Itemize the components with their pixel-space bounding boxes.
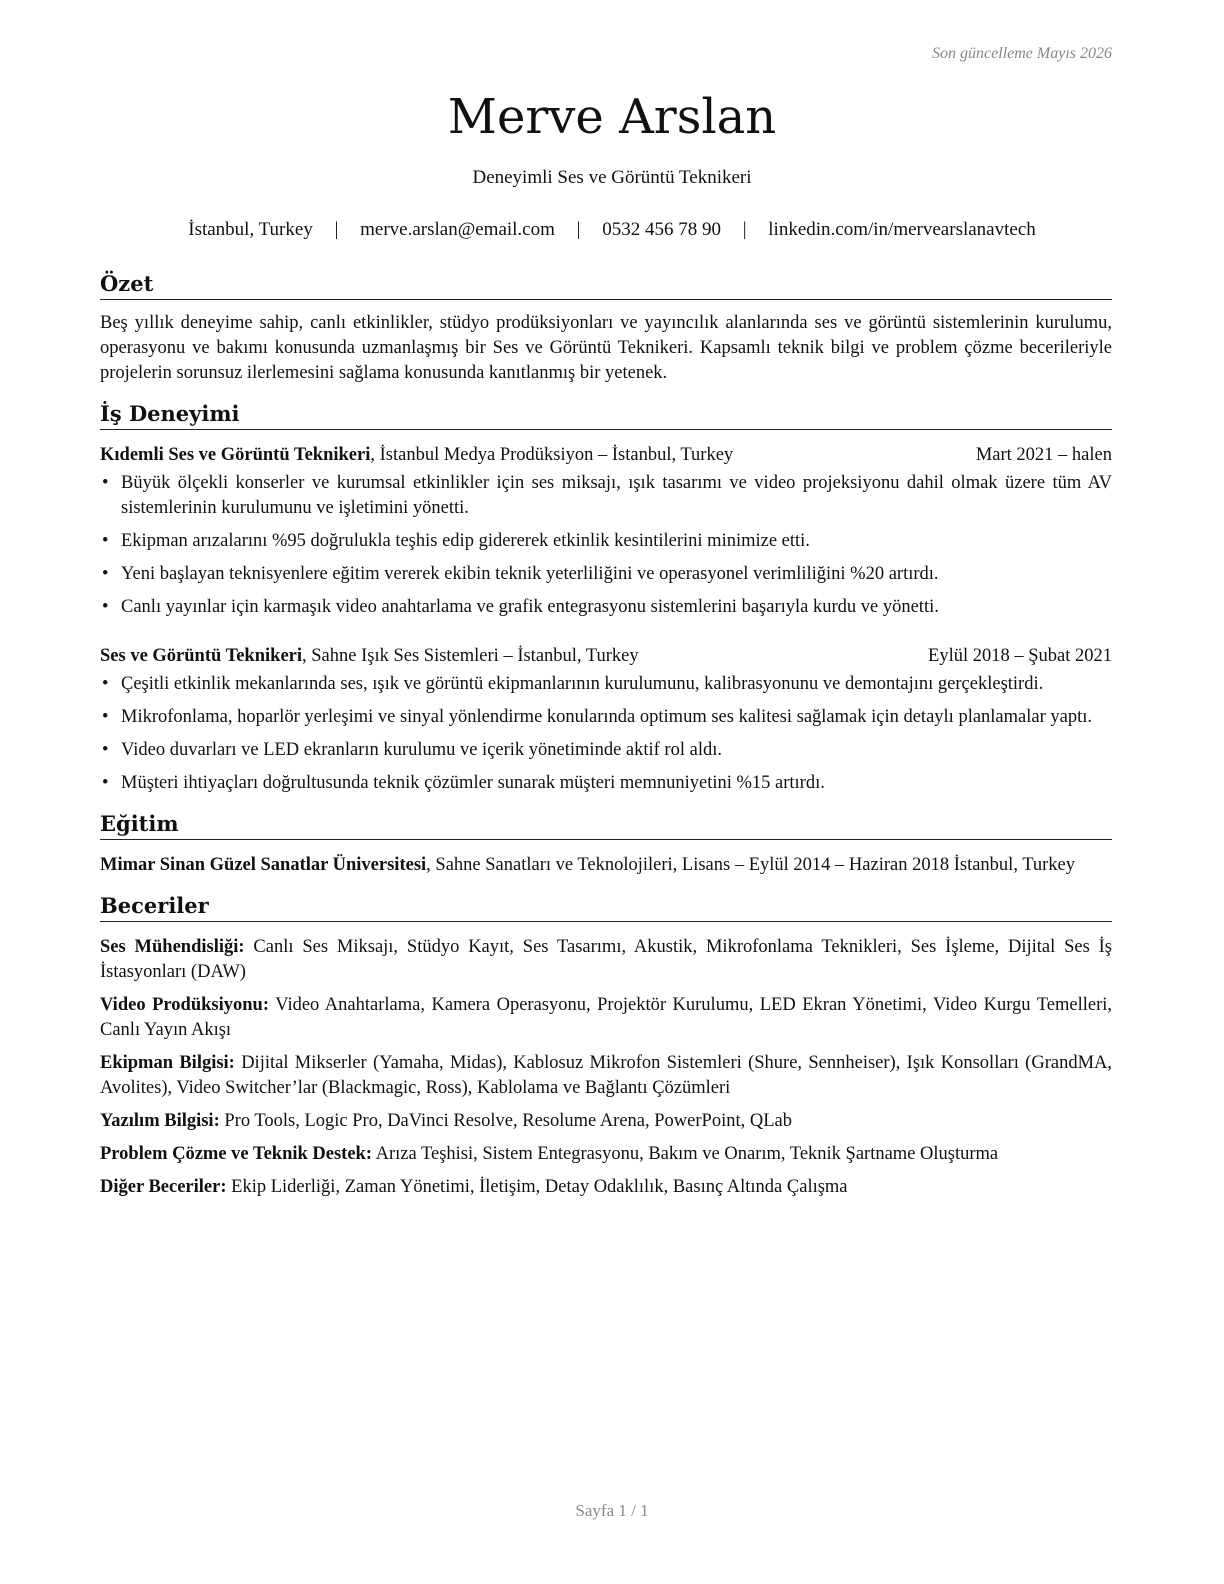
job-company: , İstanbul Medya Prodüksiyon – İstanbul, Turkey	[370, 445, 734, 465]
resume-content	[100, 270, 1112, 1208]
education-details: , Sahne Sanatları ve Teknolojileri, Lisans – Eylül 2014 – Haziran 2018 İstanbul, Turkey	[426, 855, 1076, 875]
section-title-skills: Beceriler	[100, 892, 1112, 922]
job-bullet: • Yeni başlayan teknisyenlere eğitim vererek ekibin teknik yeterliliğini ve operasyonel verimliliğini %20 artırdı.	[100, 562, 1112, 587]
skill-label: Video Prodüksiyonu:	[100, 995, 269, 1015]
candidate-title: Deneyimli Ses ve Görüntü Teknikeri	[472, 167, 752, 188]
skill-value: Video Anahtarlama, Kamera Operasyonu, Projektör Kurulumu, LED Ekran Yönetimi, Video Kurgu Temelleri, Canlı Yayın Akışı	[100, 995, 1112, 1040]
job-header	[100, 443, 1112, 468]
education-school: Mimar Sinan Güzel Sanatlar Üniversitesi	[100, 855, 427, 875]
skill-row	[100, 993, 1112, 1043]
job-dates: Eylül 2018 – Şubat 2021	[928, 646, 1112, 666]
job-bullets	[100, 471, 1112, 620]
job-role: Ses ve Görüntü Teknikeri	[100, 646, 303, 666]
job-bullet: • Video duvarları ve LED ekranların kurulumu ve içerik yönetiminde aktif rol aldı.	[100, 738, 1112, 763]
job-bullet: • Mikrofonlama, hoparlör yerleşimi ve sinyal yönlendirme konularında optimum ses kalitesi sağlamak için detaylı planlamalar yaptı.	[100, 705, 1112, 730]
education-section	[100, 810, 1112, 878]
job-role: Kıdemli Ses ve Görüntü Teknikeri	[100, 445, 371, 465]
skill-value: Ekip Liderliği, Zaman Yönetimi, İletişim, Detay Odaklılık, Basınç Altında Çalışma	[226, 1177, 848, 1197]
skill-label: Ses Mühendisliği:	[100, 937, 245, 957]
contact-separator: |	[334, 219, 339, 240]
page-number: Sayfa 1 / 1	[575, 1501, 649, 1520]
job-header	[100, 644, 1112, 669]
skill-row	[100, 1175, 1112, 1200]
candidate-name: Merve Arslan	[447, 89, 777, 145]
skill-label: Problem Çözme ve Teknik Destek:	[100, 1144, 372, 1164]
contact-location: İstanbul, Turkey	[188, 219, 313, 240]
section-title-education: Eğitim	[100, 810, 1112, 840]
skill-label: Yazılım Bilgisi:	[100, 1111, 220, 1131]
job-entry	[100, 443, 1112, 620]
skill-label: Diğer Beceriler:	[100, 1177, 227, 1197]
skill-row	[100, 935, 1112, 985]
contact-separator: |	[742, 219, 747, 240]
job-dates: Mart 2021 – halen	[975, 445, 1112, 465]
job-bullet: • Ekipman arızalarını %95 doğrulukla teşhis edip gidererek etkinlik kesintilerini minimize etti.	[100, 529, 1112, 554]
job-bullets	[100, 672, 1112, 796]
skill-value: Pro Tools, Logic Pro, DaVinci Resolve, Resolume Arena, PowerPoint, QLab	[219, 1111, 792, 1131]
skill-value: Dijital Mikserler (Yamaha, Midas), Kablosuz Mikrofon Sistemleri (Shure, Sennheiser), Işık Konsolları (GrandMA, Avolites), Video Switcher’lar (Blackmagic, Ross), Kablolama ve Bağlantı Çözümleri	[100, 1053, 1113, 1098]
job-role-company	[100, 443, 733, 468]
section-title-summary: Özet	[100, 270, 1112, 300]
skill-row	[100, 1051, 1112, 1101]
skills-section	[100, 892, 1112, 1200]
contact-email[interactable]: merve.arslan@email.com	[360, 219, 555, 240]
experience-section	[100, 400, 1112, 796]
job-role-company	[100, 644, 639, 669]
job-bullet: • Canlı yayınlar için karmaşık video anahtarlama ve grafik entegrasyonu sistemlerini başarıyla kurdu ve yönetti.	[100, 595, 1112, 620]
contact-line	[0, 219, 1224, 241]
job-bullet: • Büyük ölçekli konserler ve kurumsal etkinlikler için ses miksajı, ışık tasarımı ve video projeksiyonu dahil olmak üzere tüm AV sistemlerinin kurulumunu ve işletimini yönetti.	[100, 471, 1112, 521]
skill-value: Arıza Teşhisi, Sistem Entegrasyonu, Bakım ve Onarım, Teknik Şartname Oluşturma	[372, 1144, 999, 1164]
job-bullet: • Çeşitli etkinlik mekanlarında ses, ışık ve görüntü ekipmanlarının kurulumunu, kalibrasyonunu ve demontajını gerçekleştirdi.	[100, 672, 1112, 697]
skills-list	[100, 935, 1112, 1200]
section-title-experience: İş Deneyimi	[100, 400, 1112, 430]
summary-text: Beş yıllık deneyime sahip, canlı etkinlikler, stüdyo prodüksiyonları ve yayıncılık alanlarında ses ve görüntü sistemlerinin kurulumu, operasyonu ve bakımı konusunda uzmanlaşmış bir Ses ve Görüntü Teknikeri. Kapsamlı teknik bilgi ve problem çözme becerileriyle projelerin sorunsuz ilerlemesini sağlama konusunda kanıtlanmış bir yetenek.	[100, 313, 1112, 383]
contact-phone[interactable]: 0532 456 78 90	[602, 219, 721, 240]
contact-separator: |	[576, 219, 581, 240]
job-company: , Sahne Işık Ses Sistemleri – İstanbul, Turkey	[302, 646, 639, 666]
skill-value: Canlı Ses Miksajı, Stüdyo Kayıt, Ses Tasarımı, Akustik, Mikrofonlama Teknikleri, Ses İşleme, Dijital Ses İş İstasyonları (DAW)	[100, 937, 1112, 982]
skill-row	[100, 1142, 1112, 1167]
skill-row	[100, 1109, 1112, 1134]
summary-section	[100, 270, 1112, 386]
last-updated: Son güncelleme Mayıs 2026	[932, 45, 1112, 62]
job-entry	[100, 644, 1112, 796]
contact-linkedin[interactable]: linkedin.com/in/mervearslanavtech	[768, 219, 1036, 240]
education-entry	[100, 853, 1112, 878]
skill-label: Ekipman Bilgisi:	[100, 1053, 235, 1073]
job-bullet: • Müşteri ihtiyaçları doğrultusunda teknik çözümler sunarak müşteri memnuniyetini %15 artırdı.	[100, 771, 1112, 796]
